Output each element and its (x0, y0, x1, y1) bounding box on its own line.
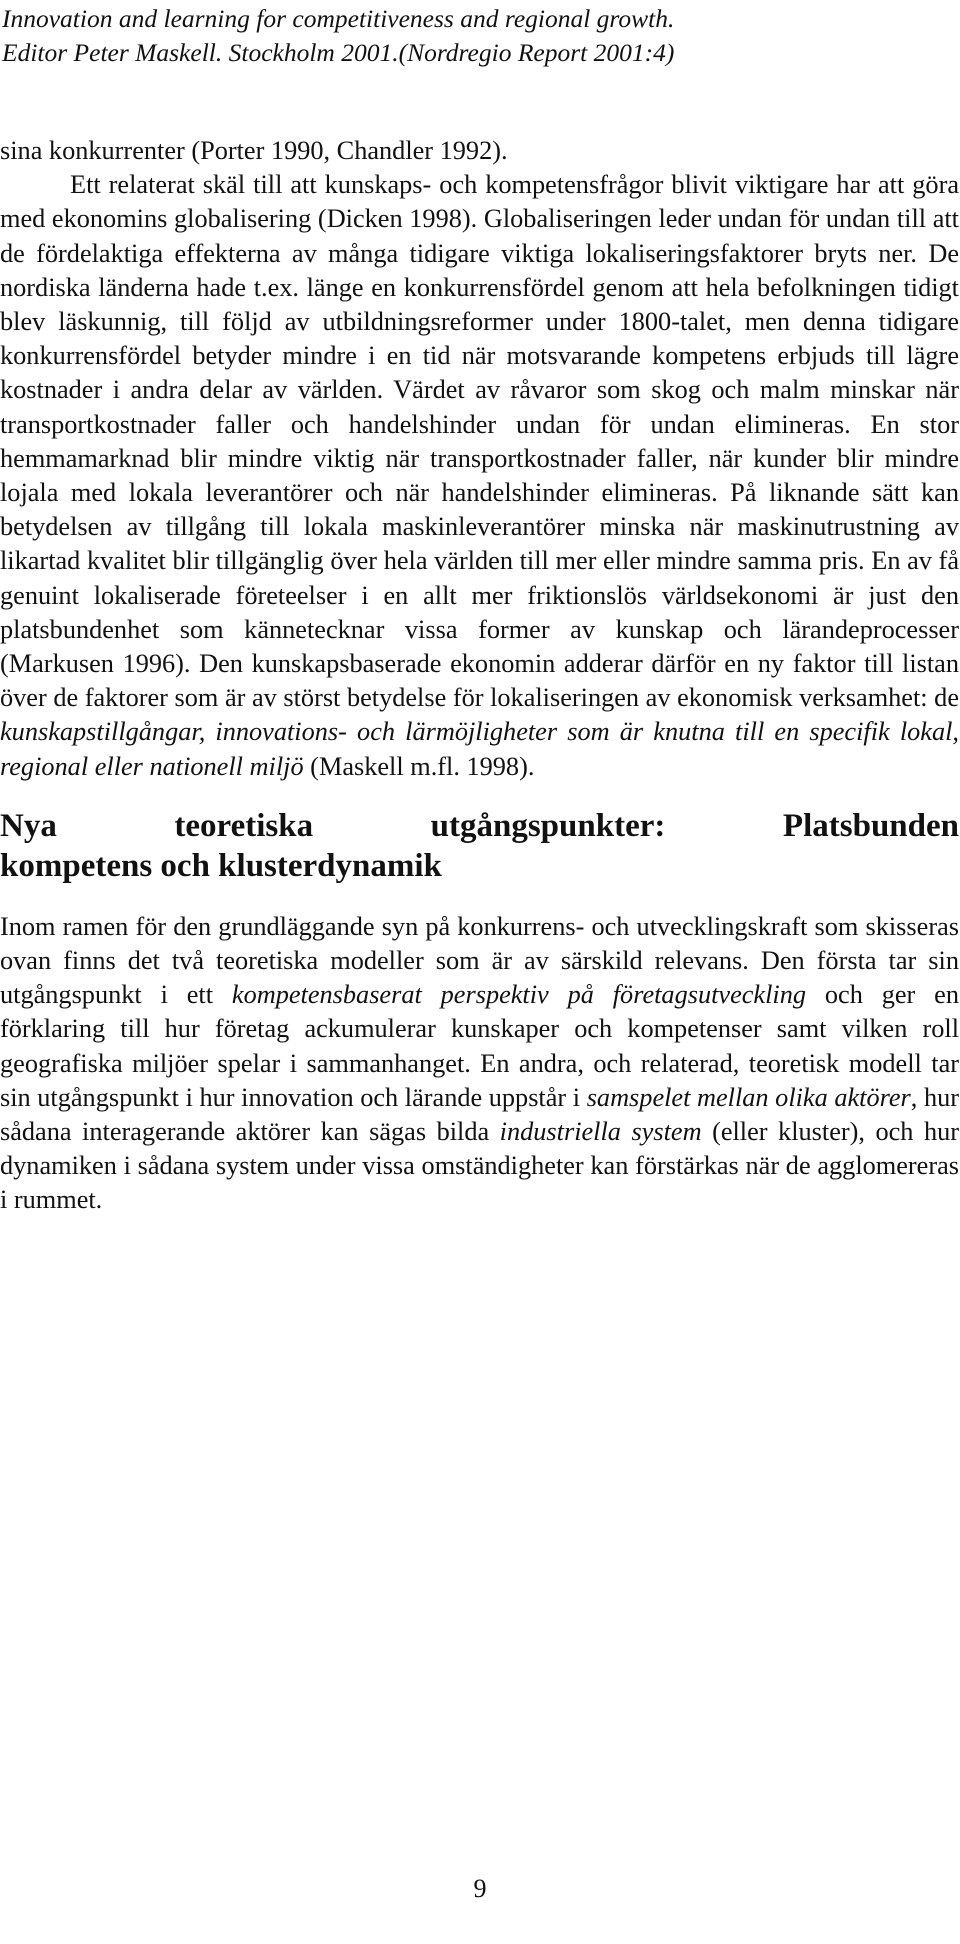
paragraph-3-italic-1: kompetensbaserat perspektiv på företagsutveckling (231, 980, 807, 1010)
header-line-1: Innovation and learning for competitiveness and regional growth. (2, 4, 675, 33)
page-number: 9 (473, 1874, 487, 1903)
paragraph-3-text-1: Inom ramen för den grundläggande syn på konkurrens- och utvecklingskraft som skisseras ovan finns det två teoretiska modeller som är av särskild relevans. Den första tar sin utgångspunkt i ett (0, 911, 959, 1010)
paragraph-theory (0, 910, 959, 1218)
section-heading-line-2: kompetens och klusterdynamik (0, 847, 442, 884)
paragraph-3-text-4: (eller kluster), och hur dynamiken i sådana system under vissa omständigheter kan förstärkas när de agglomereras i rummet. (0, 1117, 959, 1215)
paragraph-3-text-2: och ger en förklaring till hur företag ackumulerar kunskaper och kompetenser samt vilken roll geografiska miljöer spelar i sammanhanget. En andra, och relaterad, teoretisk modell tar sin utgångspunkt i hur innovation och lärande uppstår i (0, 980, 959, 1112)
paragraph-continuation (0, 134, 959, 168)
paragraph-2-text-a: Ett relaterat skäl till att kunskaps- och kompetensfrågor blivit viktigare har att göra med ekonomins globalisering (Dicken 1998). Globaliseringen leder undan för undan till att de fördelaktiga effekterna av många tidigare viktiga lokaliseringsfaktorer bryts ner. De nordiska länderna hade t.ex. länge en konkurrensfördel genom att hela befolkningen tidigt blev läskunnig, till följd av utbildningsreformer under 1800-talet, men denna tidigare konkurrensfördel betyder mindre i en tid när motsvarande kompetens erbjuds till lägre kostnader i andra delar av världen. Värdet av råvaror som skog och malm minskar när transportkostnader faller och handelshinder undan för undan elimineras. En stor hemmamarknad blir mindre viktig när transportkostnader faller, när kunder blir mindre lojala med lokala leverantörer och när handelshinder elimineras. På liknande sätt kan betydelsen av tillgång till lokala maskinleverantörer minska när maskinutrustning av likartad kvalitet blir tillgänglig över hela världen till mer eller mindre samma pris. En av få genuint lokaliserade företeelser i en allt mer friktionslös världsekonomi är just den platsbundenhet som kännetecknar vissa former av kunskap och lärandeprocesser (Markusen 1996). Den kunskapsbaserade ekonomin adderar därför en ny faktor till listan över de faktorer som är av störst betydelse för lokaliseringen av ekonomisk verksamhet: de (0, 170, 959, 713)
paragraph-2-text-b: (Maskell m.fl. 1998). (303, 751, 535, 781)
page-content (0, 134, 959, 1218)
section-heading (0, 806, 959, 886)
paragraph-2-italic: kunskapstillgångar, innovations- och lärmöjligheter som är knutna till en specifik lokal, regional eller nationell miljö (0, 717, 959, 781)
paragraph-3-italic-2: samspelet mellan olika aktörer (586, 1082, 911, 1112)
header-line-2: Editor Peter Maskell. Stockholm 2001.(Nordregio Report 2001:4) (2, 38, 675, 67)
paragraph-1-text: sina konkurrenter (Porter 1990, Chandler 1992). (0, 136, 508, 165)
running-header (2, 2, 902, 70)
section-heading-line-1: Nya teoretiska utgångspunkter: Platsbunden (0, 807, 959, 844)
paragraph-3-italic-3: industriella system (499, 1117, 702, 1147)
paragraph-3-text-3: , hur sådana interagerande aktörer kan sägas bilda (0, 1082, 960, 1147)
paragraph-globalisation (0, 168, 959, 784)
